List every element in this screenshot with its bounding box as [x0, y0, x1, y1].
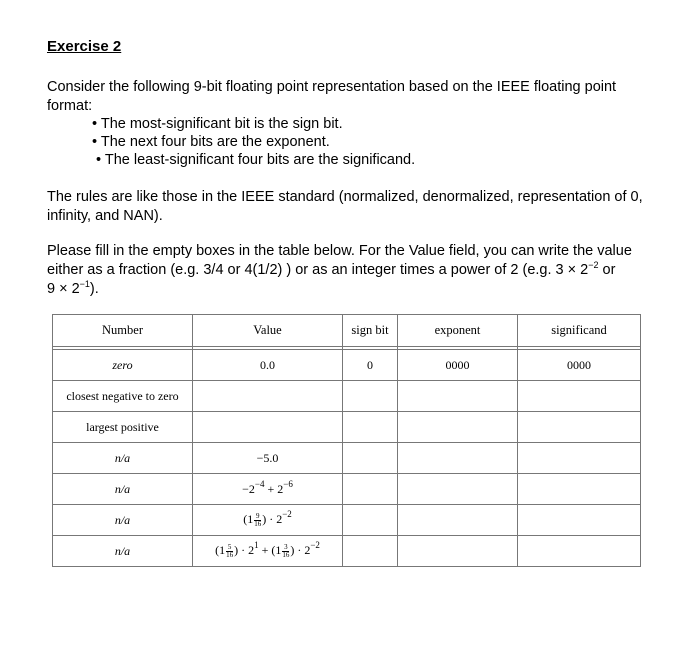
- exponent-cell[interactable]: [398, 412, 518, 443]
- table-row: [53, 505, 641, 536]
- table-row: [53, 381, 641, 412]
- header-number: Number: [53, 315, 193, 347]
- sign-cell[interactable]: [343, 381, 398, 412]
- exponent: −6: [283, 478, 293, 489]
- sign-cell[interactable]: [343, 505, 398, 536]
- instructions-text: ).: [89, 281, 99, 297]
- table-row: [53, 443, 641, 474]
- math-term: ) · 2: [234, 543, 255, 558]
- number-cell: n/a: [53, 443, 193, 474]
- exponent: 1: [254, 540, 259, 551]
- exponent: −1: [79, 279, 90, 289]
- math-term: −2: [242, 481, 255, 496]
- math-term: ) · 2: [262, 512, 283, 527]
- sign-cell[interactable]: [343, 412, 398, 443]
- math-term: + 2: [264, 481, 284, 496]
- significand-cell[interactable]: [518, 412, 641, 443]
- float-table: [52, 314, 641, 567]
- value-cell: [193, 505, 343, 536]
- number-cell: largest positive: [53, 412, 193, 443]
- bullet-significand: • The least-significant four bits are the significand.: [96, 152, 416, 168]
- fraction: [226, 544, 233, 559]
- exponent: −4: [254, 478, 265, 489]
- math-term: ) · 2: [290, 543, 311, 558]
- instructions-line: [47, 261, 659, 280]
- exponent-cell[interactable]: [398, 536, 518, 567]
- instructions-paragraph: [47, 242, 659, 299]
- rules-paragraph: The rules are like those in the IEEE standard (normalized, denormalized, representation of 0, infinity, and NAN).: [47, 189, 643, 224]
- exponent: −2: [588, 260, 599, 270]
- fraction: [254, 513, 261, 528]
- header-exponent: exponent: [398, 315, 518, 347]
- header-significand: significand: [518, 315, 641, 347]
- significand-cell[interactable]: [518, 505, 641, 536]
- value-cell: −5.0: [193, 443, 343, 474]
- math-term: (1: [215, 543, 226, 558]
- table-row: [53, 412, 641, 443]
- number-cell: closest negative to zero: [53, 381, 193, 412]
- exponent-cell[interactable]: [398, 505, 518, 536]
- bullet-exponent: • The next four bits are the exponent.: [92, 134, 330, 150]
- significand-cell[interactable]: [518, 536, 641, 567]
- table-row: [53, 350, 641, 381]
- sign-cell: 0: [343, 350, 398, 381]
- table-row: [53, 536, 641, 567]
- sign-cell[interactable]: [343, 536, 398, 567]
- fraction-denominator: 16: [254, 519, 262, 528]
- exercise-title: Exercise 2: [47, 38, 122, 55]
- math-term: + (1: [258, 543, 282, 558]
- intro-paragraph: Consider the following 9-bit floating point representation based on the IEEE floating point format:: [47, 79, 617, 114]
- table-row: [53, 474, 641, 505]
- fraction-denominator: 16: [282, 550, 290, 559]
- number-cell: n/a: [53, 505, 193, 536]
- bullet-text: The least-significant four bits are the significand.: [104, 152, 416, 168]
- exponent-cell: 0000: [398, 350, 518, 381]
- number-cell: n/a: [53, 474, 193, 505]
- fraction-numerator: 9: [255, 511, 260, 520]
- fraction: [282, 544, 289, 559]
- fraction-numerator: 3: [284, 542, 288, 551]
- sign-cell[interactable]: [343, 474, 398, 505]
- bullet-sign-bit: • The most-significant bit is the sign bit.: [92, 116, 343, 132]
- significand-cell[interactable]: [518, 474, 641, 505]
- value-cell[interactable]: [193, 412, 343, 443]
- exponent-cell[interactable]: [398, 474, 518, 505]
- bullet-text: The most-significant bit is the sign bit.: [100, 116, 343, 132]
- fraction-denominator: 16: [226, 550, 234, 559]
- sign-cell[interactable]: [343, 443, 398, 474]
- instructions-text: 9 × 2: [47, 281, 80, 297]
- instructions-line: Please fill in the empty boxes in the table below. For the Value field, you can write the value: [47, 243, 632, 259]
- value-cell: [193, 474, 343, 505]
- value-cell[interactable]: [193, 381, 343, 412]
- instructions-text: either as a fraction (e.g. 3/4 or 4(1/2) ) or as an integer times a power of 2 (e.g. 3 × 2: [47, 262, 589, 278]
- instructions-line: [47, 280, 659, 299]
- exponent: −2: [282, 509, 292, 520]
- exponent-cell[interactable]: [398, 381, 518, 412]
- instructions-text: or: [598, 262, 616, 278]
- exponent: −2: [310, 540, 320, 551]
- math-term: (1: [243, 512, 254, 527]
- number-cell: zero: [53, 350, 193, 381]
- exponent-cell[interactable]: [398, 443, 518, 474]
- bullet-text: The next four bits are the exponent.: [100, 134, 330, 150]
- fraction-numerator: 5: [227, 542, 232, 551]
- value-cell: [193, 536, 343, 567]
- header-sign-bit: sign bit: [343, 315, 398, 347]
- significand-cell: 0000: [518, 350, 641, 381]
- header-value: Value: [193, 315, 343, 347]
- significand-cell[interactable]: [518, 443, 641, 474]
- significand-cell[interactable]: [518, 381, 641, 412]
- table-header-row: [53, 315, 641, 347]
- number-cell: n/a: [53, 536, 193, 567]
- value-cell: 0.0: [193, 350, 343, 381]
